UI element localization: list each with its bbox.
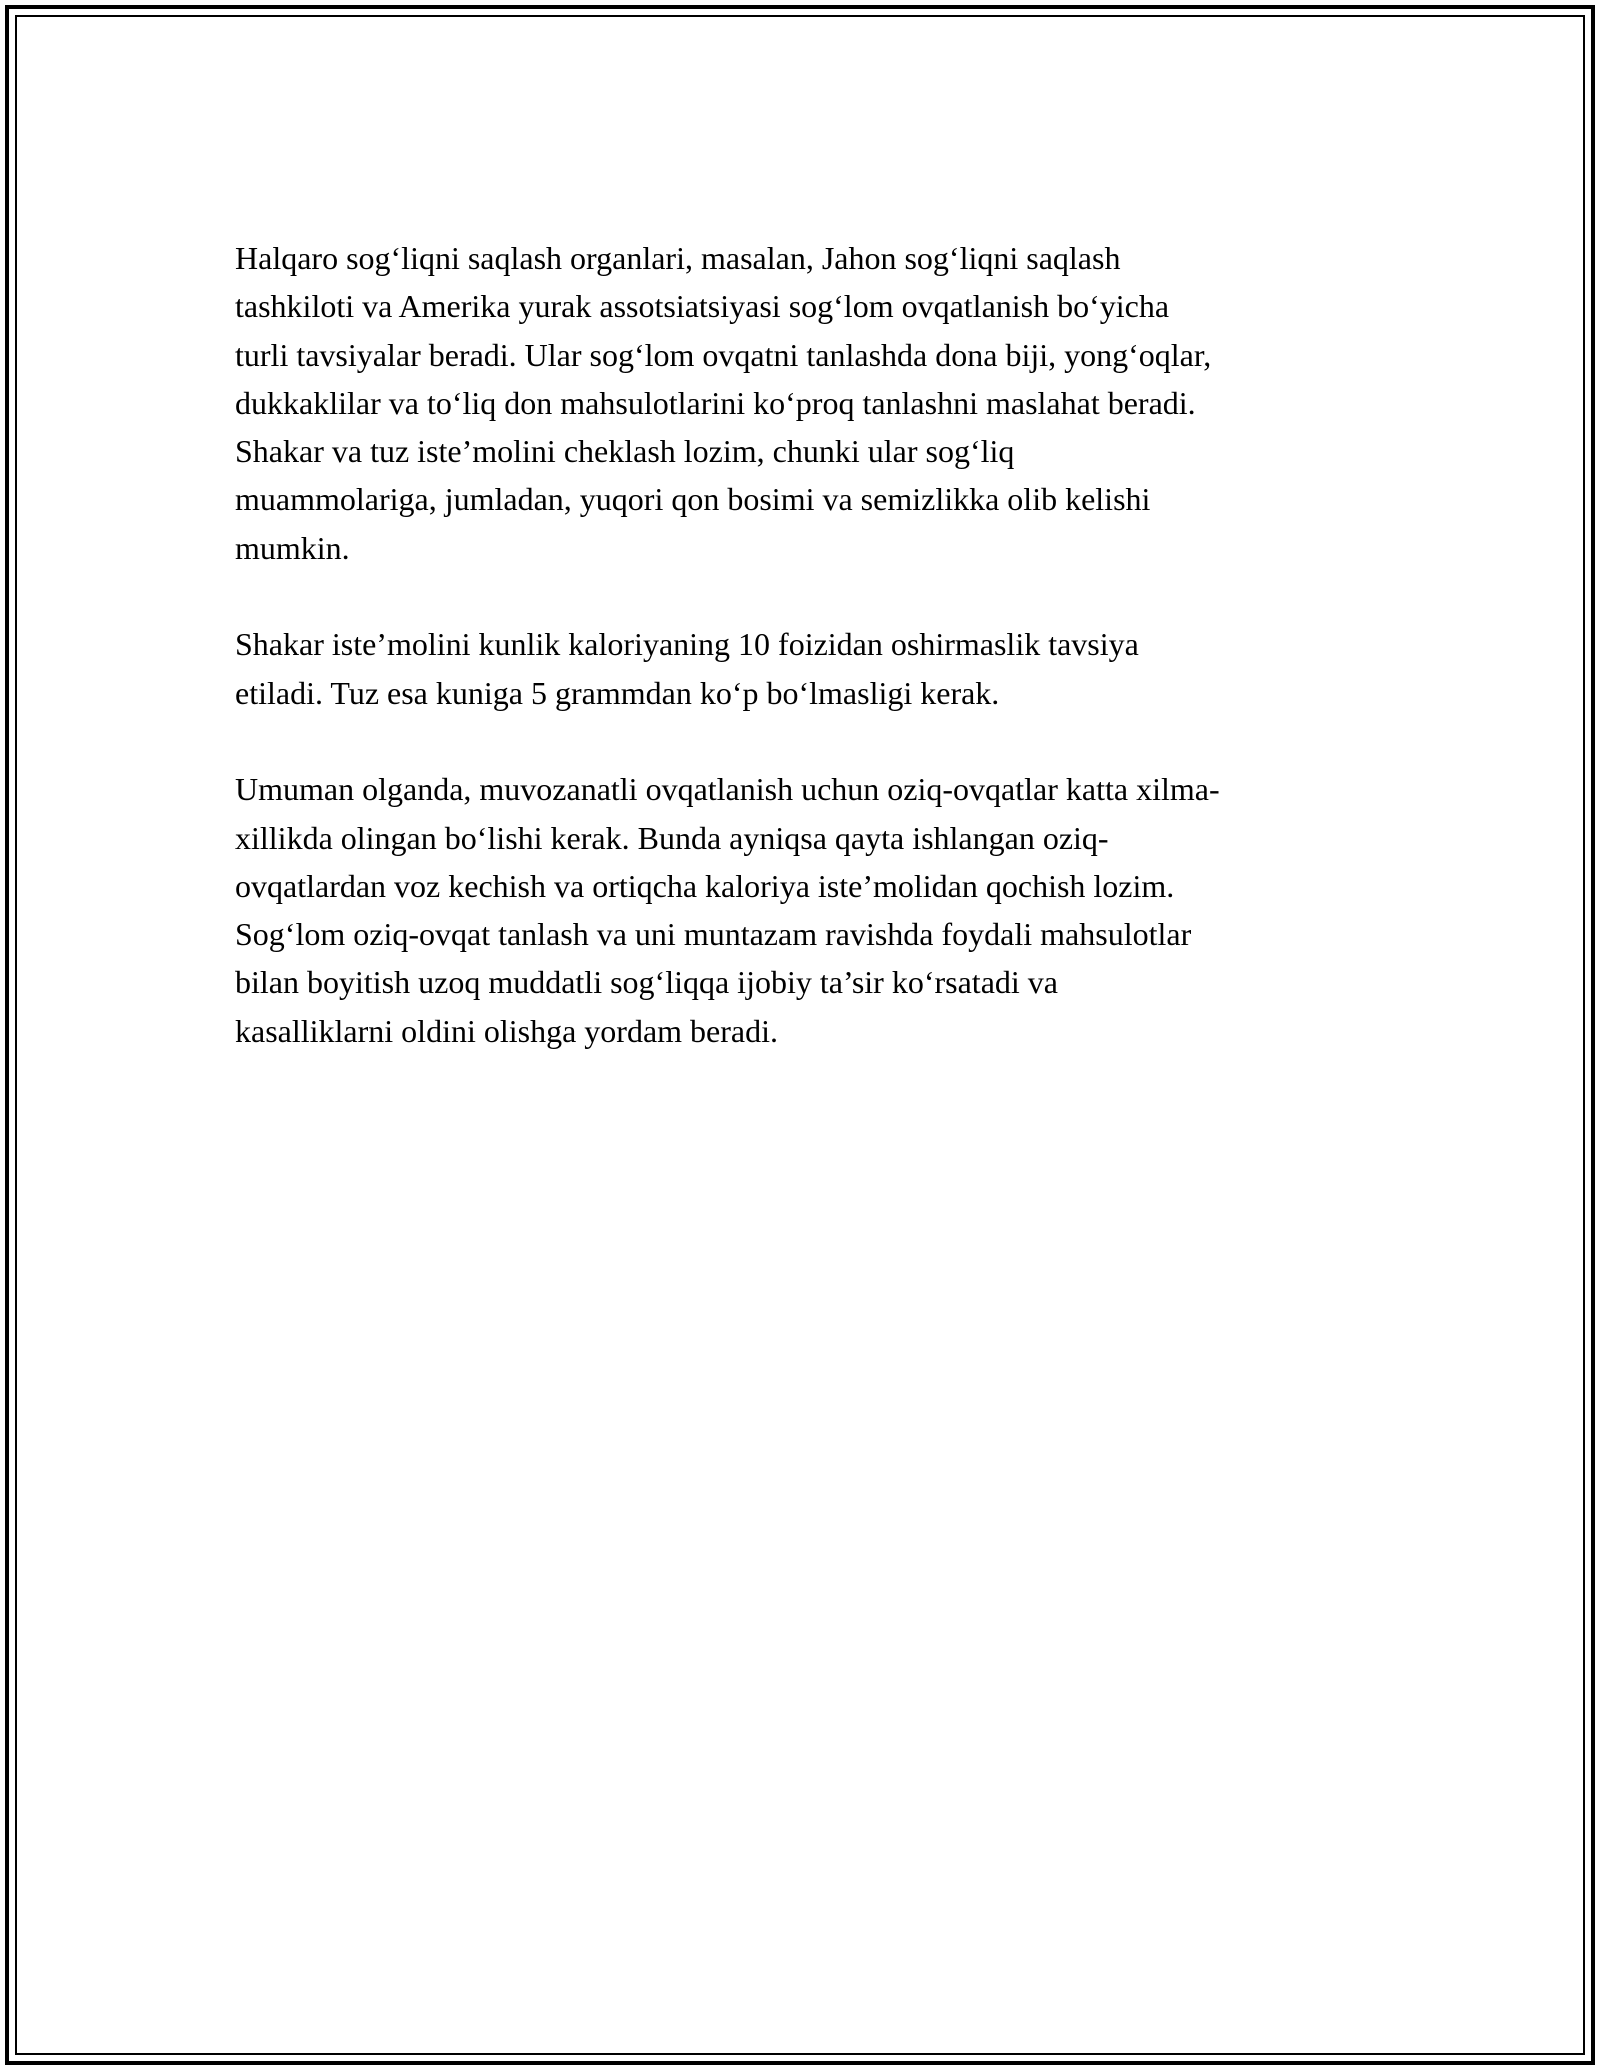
text-line: bilan boyitish uzoq muddatli sog‘liqqa ijobiy ta’sir ko‘rsatadi va — [235, 964, 1058, 1001]
text-line: xillikda olingan bo‘lishi kerak. Bunda ayniqsa qayta ishlangan oziq- — [235, 819, 1109, 856]
paragraph-3 — [235, 765, 1395, 1055]
text-line: etiladi. Tuz esa kuniga 5 grammdan ko‘p bo‘lmasligi kerak. — [235, 674, 1000, 711]
text-line: Umuman olganda, muvozanatli ovqatlanish uchun oziq-ovqatlar katta xilma- — [235, 771, 1220, 808]
text-line: turli tavsiyalar beradi. Ular sog‘lom ovqatni tanlashda dona biji, yong‘oqlar, — [235, 336, 1212, 373]
text-line: ovqatlardan voz kechish va ortiqcha kaloriya iste’molidan qochish lozim. — [235, 867, 1175, 904]
text-line: Sog‘lom oziq-ovqat tanlash va uni muntazam ravishda foydali mahsulotlar — [235, 916, 1192, 953]
text-line: dukkaklilar va to‘liq don mahsulotlarini ko‘proq tanlashni maslahat beradi. — [235, 384, 1196, 421]
text-line: kasalliklarni oldini olishga yordam beradi. — [235, 1012, 778, 1049]
paragraph-2 — [235, 620, 1395, 717]
text-line: muammolariga, jumladan, yuqori qon bosimi va semizlikka olib kelishi — [235, 481, 1151, 518]
text-line: Shakar va tuz iste’molini cheklash lozim, chunki ular sog‘liq — [235, 433, 1015, 470]
document-body — [235, 234, 1395, 1055]
paragraph-1 — [235, 234, 1395, 572]
text-line: Shakar iste’molini kunlik kaloriyaning 10 foizidan oshirmaslik tavsiya — [235, 626, 1139, 663]
text-line: tashkiloti va Amerika yurak assotsiatsiyasi sog‘lom ovqatlanish bo‘yicha — [235, 288, 1170, 325]
text-line: Halqaro sog‘liqni saqlash organlari, masalan, Jahon sog‘liqni saqlash — [235, 240, 1121, 276]
text-line: mumkin. — [235, 529, 350, 566]
